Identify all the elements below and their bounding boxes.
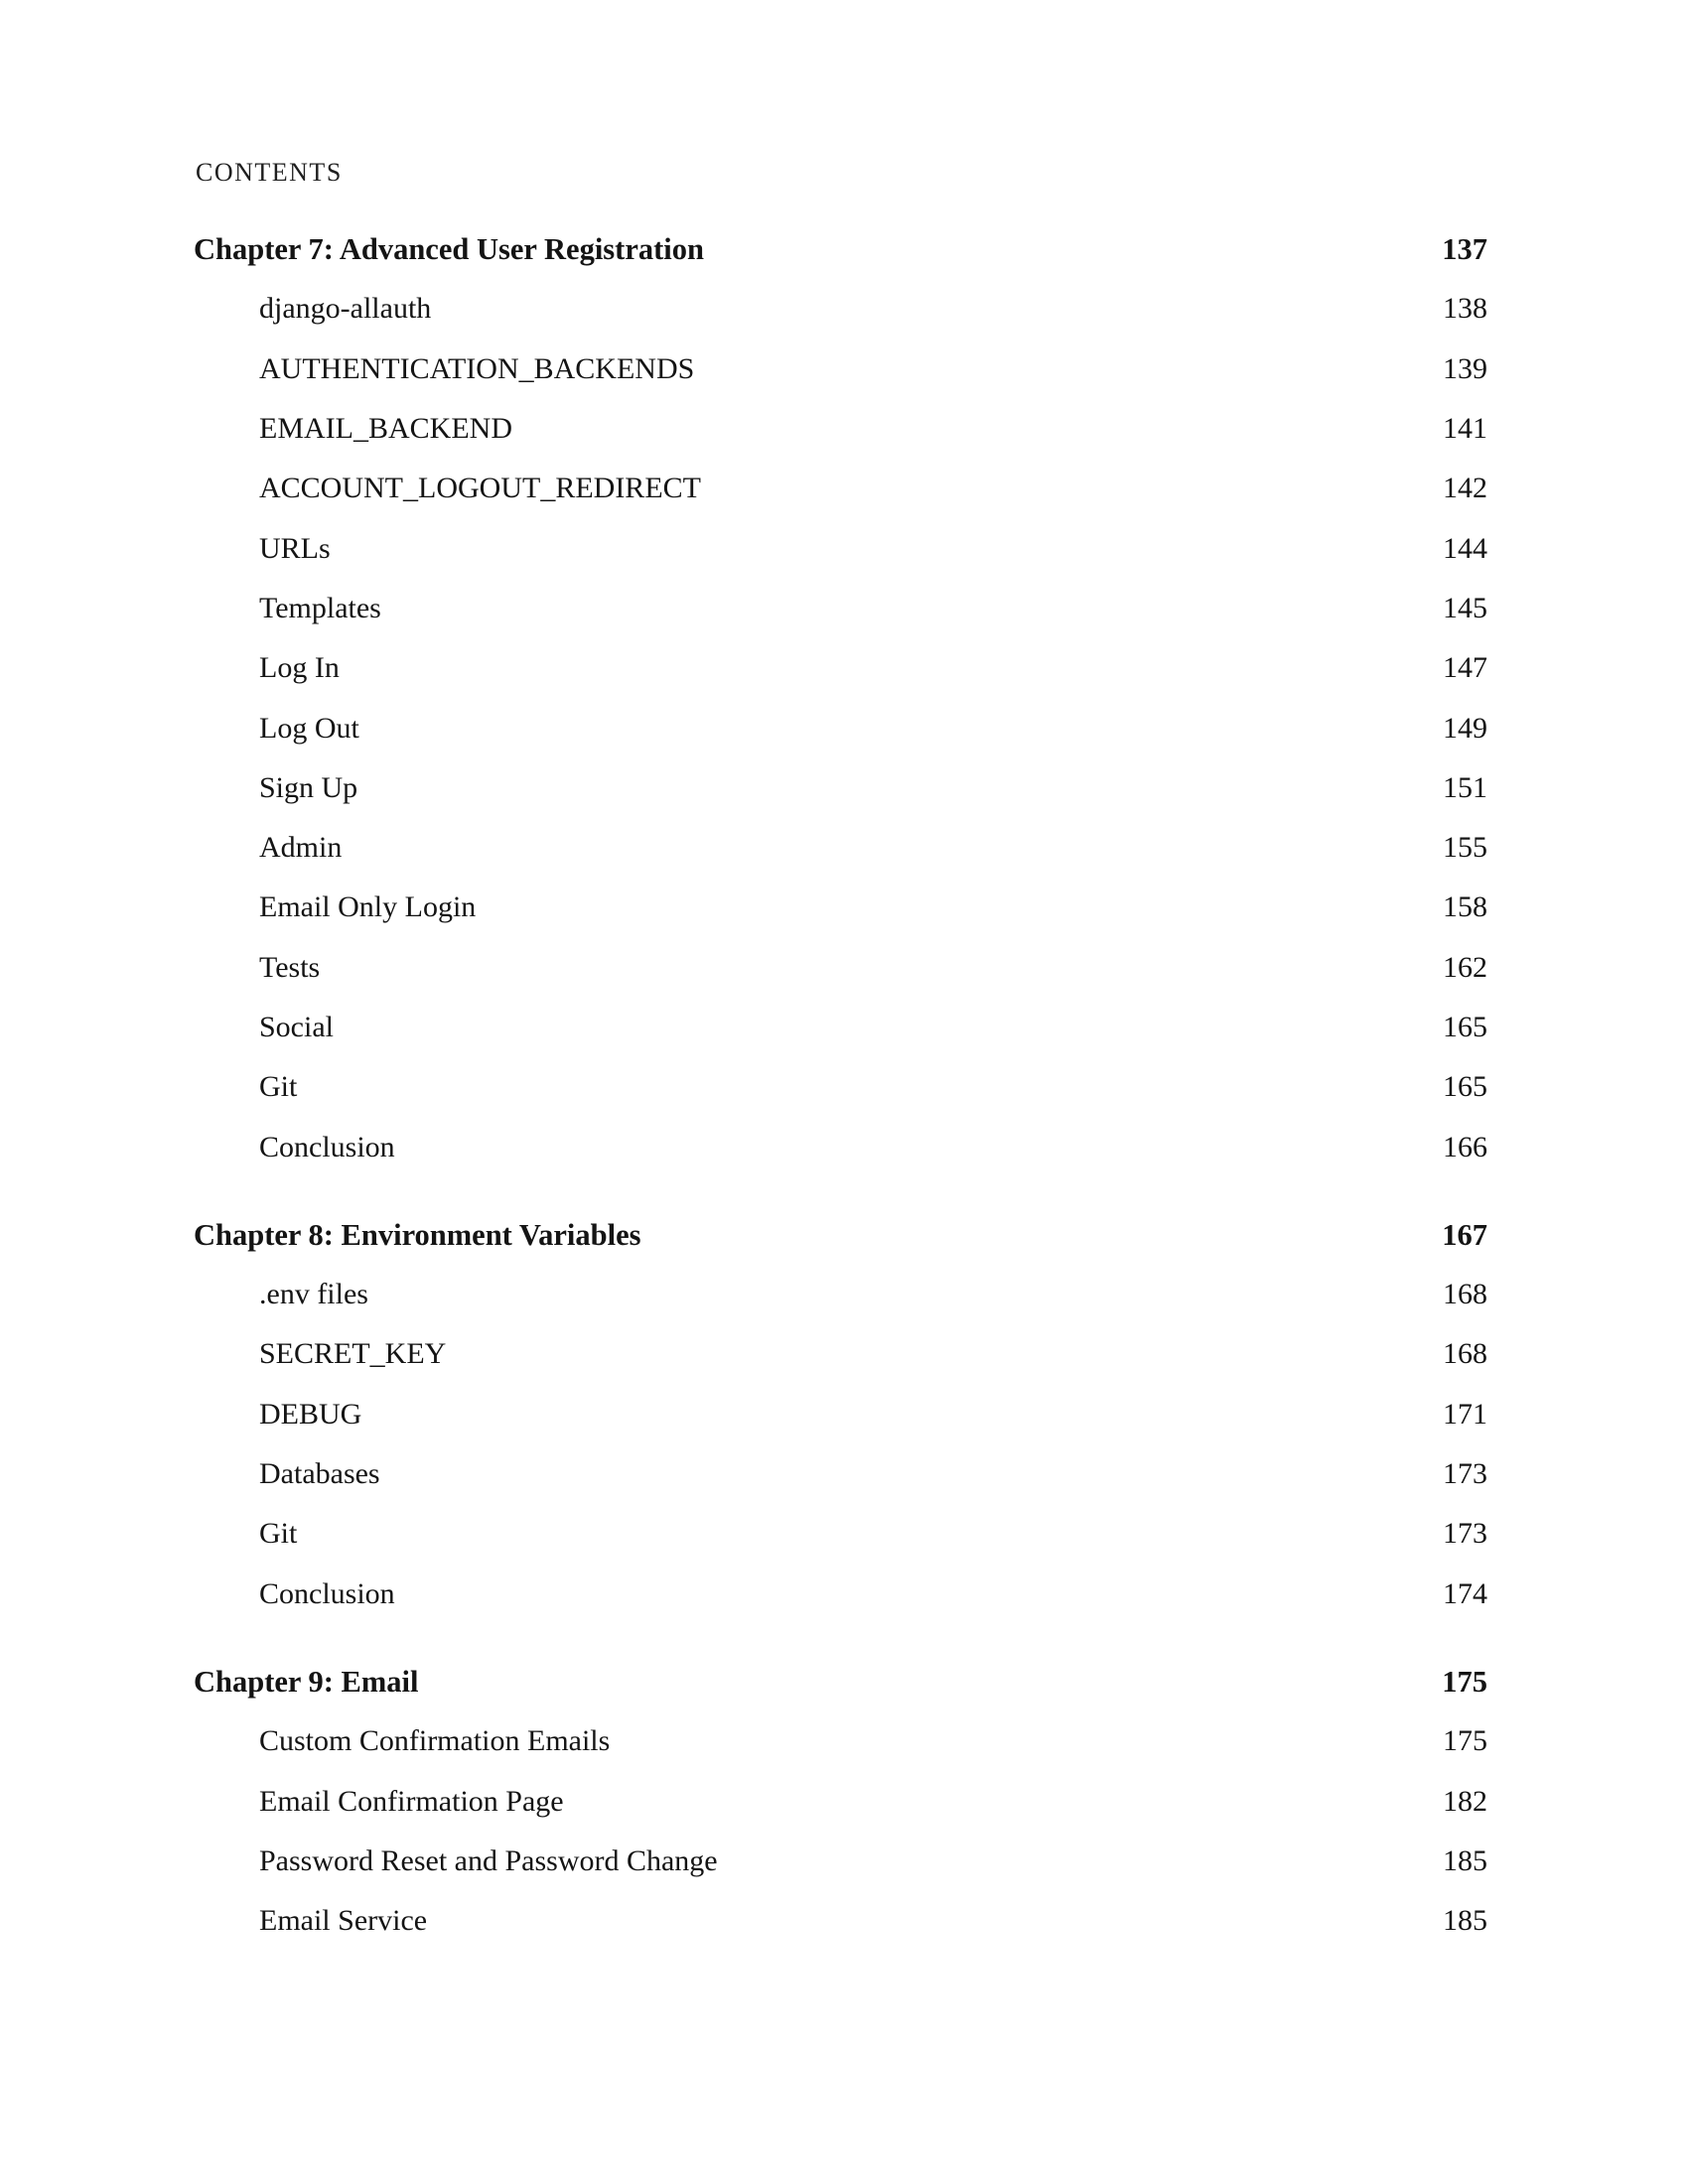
toc-item-page-number: 168	[1443, 1337, 1487, 1371]
toc-item-page-number: 149	[1443, 711, 1487, 745]
toc-item-page-number: 142	[1443, 472, 1487, 505]
toc-item-page-number: 165	[1443, 1011, 1487, 1043]
toc-item-row	[194, 1891, 1487, 1951]
toc-item-row	[194, 279, 1487, 339]
toc-item-label: Tests	[259, 950, 321, 984]
toc-item-row	[194, 1444, 1487, 1504]
toc-item-row	[194, 1057, 1487, 1117]
toc-item-page-number: 162	[1443, 950, 1487, 984]
toc-item-page-number: 173	[1443, 1517, 1487, 1551]
toc-item-label: Git	[259, 1517, 298, 1551]
toc-item-page-number: 139	[1443, 351, 1487, 385]
toc-item-label: Email Confirmation Page	[259, 1784, 564, 1818]
toc-item-label: Admin	[259, 831, 343, 865]
toc-item-row	[194, 579, 1487, 638]
toc-item-row	[194, 998, 1487, 1057]
toc-item-page-number: 166	[1443, 1130, 1487, 1163]
toc-item-row	[194, 459, 1487, 518]
toc-item-row	[194, 1565, 1487, 1624]
toc-item-label: SECRET_KEY	[259, 1337, 447, 1371]
toc-item-label: EMAIL_BACKEND	[259, 412, 512, 446]
toc-item-label: ACCOUNT_LOGOUT_REDIRECT	[259, 472, 701, 505]
toc-item-page-number: 158	[1443, 890, 1487, 924]
toc-item-label: DEBUG	[259, 1397, 362, 1431]
chapter-page-number: 137	[1442, 231, 1487, 266]
toc-item-row	[194, 1711, 1487, 1771]
toc-item-page-number: 147	[1443, 651, 1487, 685]
toc-item-page-number: 171	[1443, 1397, 1487, 1431]
toc-item-row	[194, 698, 1487, 757]
toc-item-label: Sign Up	[259, 770, 358, 804]
toc-item-label: django-allauth	[259, 292, 432, 326]
toc-item-label: Conclusion	[259, 1130, 395, 1163]
toc-item-row	[194, 1324, 1487, 1384]
toc-item-row	[194, 518, 1487, 578]
toc-item-page-number: 175	[1443, 1724, 1487, 1758]
toc-item-label: Social	[259, 1011, 334, 1043]
toc-item-label: Password Reset and Password Change	[259, 1843, 718, 1877]
toc-item-label: Log In	[259, 651, 340, 685]
toc-item-label: Log Out	[259, 711, 359, 745]
toc-item-row	[194, 340, 1487, 399]
toc-item-page-number: 168	[1443, 1278, 1487, 1311]
toc-item-label: Databases	[259, 1457, 380, 1491]
toc-item-label: .env files	[259, 1278, 368, 1311]
toc-chapter-row	[194, 1205, 1487, 1265]
toc-item-page-number: 173	[1443, 1457, 1487, 1491]
chapter-page-number: 167	[1442, 1217, 1487, 1252]
toc-item-row	[194, 1832, 1487, 1891]
toc-list	[194, 219, 1487, 1951]
toc-item-label: Email Service	[259, 1904, 428, 1938]
toc-item-row	[194, 878, 1487, 937]
toc-item-label: AUTHENTICATION_BACKENDS	[259, 351, 695, 385]
toc-item-page-number: 185	[1443, 1904, 1487, 1938]
toc-item-label: URLs	[259, 531, 331, 565]
toc-item-row	[194, 399, 1487, 459]
toc-item-label: Custom Confirmation Emails	[259, 1724, 611, 1758]
toc-chapter-row	[194, 1652, 1487, 1711]
toc-item-page-number: 174	[1443, 1576, 1487, 1610]
toc-item-label: Templates	[259, 591, 381, 624]
toc-item-row	[194, 1265, 1487, 1324]
toc-item-label: Git	[259, 1070, 298, 1104]
toc-item-row	[194, 638, 1487, 698]
toc-item-row	[194, 1771, 1487, 1831]
toc-item-row	[194, 1504, 1487, 1564]
toc-item-page-number: 165	[1443, 1070, 1487, 1104]
toc-item-row	[194, 1117, 1487, 1176]
toc-item-row	[194, 938, 1487, 998]
toc-section	[194, 219, 1487, 1177]
toc-item-page-number: 155	[1443, 831, 1487, 865]
toc-item-page-number: 141	[1443, 412, 1487, 446]
toc-section	[194, 1205, 1487, 1624]
toc-item-page-number: 144	[1443, 531, 1487, 565]
toc-item-row	[194, 818, 1487, 878]
toc-item-page-number: 151	[1443, 770, 1487, 804]
toc-item-page-number: 185	[1443, 1843, 1487, 1877]
toc-item-row	[194, 758, 1487, 818]
toc-item-label: Email Only Login	[259, 890, 477, 924]
toc-section	[194, 1652, 1487, 1951]
chapter-title: Chapter 9: Email	[194, 1664, 419, 1699]
chapter-title: Chapter 8: Environment Variables	[194, 1217, 641, 1252]
toc-chapter-row	[194, 219, 1487, 279]
chapter-title: Chapter 7: Advanced User Registration	[194, 231, 704, 266]
toc-item-page-number: 145	[1443, 591, 1487, 624]
running-header: CONTENTS	[196, 158, 343, 187]
toc-item-label: Conclusion	[259, 1576, 395, 1610]
toc-item-row	[194, 1385, 1487, 1444]
toc-item-page-number: 182	[1443, 1784, 1487, 1818]
toc-item-page-number: 138	[1443, 292, 1487, 326]
chapter-page-number: 175	[1442, 1664, 1487, 1699]
